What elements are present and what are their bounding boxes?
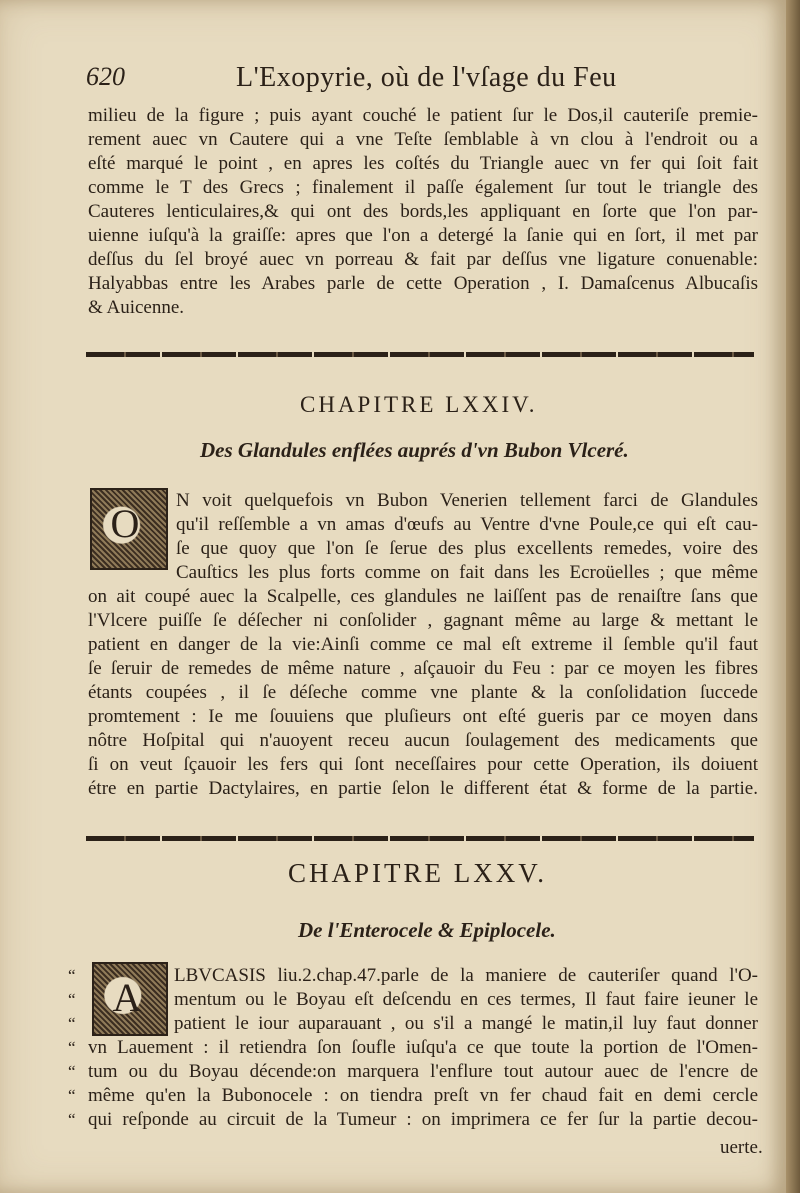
decorated-initial [90,488,168,570]
text-line: Halyabbas entre les Arabes parle de cette Operation , I. Damaſcenus Albucaſis [88,273,758,294]
text-line: mentum ou le Boyau eſt deſcendu en ces termes, Il faut faire ieuner le [174,989,758,1010]
text-line: étants coupées , il ſe déſeche comme vne plante & la conſolidation ſuccede [88,682,758,703]
text-line: étre en partie Dactylaires, en partie ſelon le different état & forme de la partie. [88,778,758,799]
text-line: ſe que quoy que l'on ſe ſerue des plus excellents remedes, voire des [176,538,758,559]
text-line: rement auec vn Cautere qui a vne Teſte ſemblable à vn clou à l'endroit ou a [88,129,758,150]
page-edge [786,0,800,1193]
text-line: Cauteres lenticulaires,& qui ont des bords,les appliquant en ſorte que l'on par- [88,201,758,222]
text-line: même qu'en la Bubonocele : on tiendra preſt vn fer chaud fait en demi cercle [88,1085,758,1106]
text-line: on ait coupé auec la Scalpelle, ces glandules ne laiſſent pas de renaiſtre ſans que [88,586,758,607]
text-line: promtement : Ie me ſouuiens que pluſieurs ont eſté gueris par ce moyen dans [88,706,758,727]
text-line: uienne iuſqu'à la graiſſe: apres que l'on a detergé la ſanie qui en ſort, il met par [88,225,758,246]
ornamental-rule [86,352,754,357]
text-line: tum ou du Boyau décende:on marquera l'enflure tout autour auec de l'encre de [88,1061,758,1082]
quotation-mark: “ [68,1014,76,1033]
chapter-subtitle: Des Glandules enflées auprés d'vn Bubon Vlceré. [200,438,629,462]
chapter-heading: CHAPITRE LXXIV. [300,392,538,417]
quotation-mark: “ [68,1086,76,1105]
text-line: qui reſponde au circuit de la Tumeur : on imprimera ce fer ſur la partie decou- [88,1109,758,1130]
catchword: uerte. [720,1137,763,1158]
text-line: deſſus du ſel broyé auec vn porreau & fait par deſſus vne ligature conuenable: [88,249,758,270]
text-line: eſté marqué le point , en apres les coſtés du Triangle auec vn fer qui ſoit fait [88,153,758,174]
text-line: l'Vlcere puiſſe ſe déſecher ni conſolider , gagnant même au large & mettant le [88,610,758,631]
text-line: patient en danger de la vie:Ainſi comme ce mal eſt extreme il ſemble qu'il faut [88,634,758,655]
quotation-mark: “ [68,1062,76,1081]
running-title: L'Exopyrie, où de l'vſage du Feu [236,62,617,93]
text-line: milieu de la figure ; puis ayant couché le patient ſur le Dos,il cauteriſe premie- [88,105,758,126]
text-line: qu'il reſſemble a vn amas d'œufs au Ventre d'vne Poule,ce qui eſt cau- [176,514,758,535]
page-number: 620 [86,62,125,91]
text-line: nôtre Hoſpital qui n'auoyent receu aucun ſoulagement des medicaments que [88,730,758,751]
quotation-mark: “ [68,966,76,985]
text-line: vn Lauement : il retiendra ſon ſoufle iuſqu'a ce que toute la portion de l'Omen- [88,1037,758,1058]
text-line: ſe ſeruir de remedes de même nature , aſçauoir du Feu : par ce moyen les fibres [88,658,758,679]
running-head [86,62,646,92]
quotation-mark: “ [68,1110,76,1129]
initial-letter: A [112,975,142,1020]
quotation-mark: “ [68,990,76,1009]
text-line: LBVCASIS liu.2.chap.47.parle de la maniere de cauteriſer quand l'O- [174,965,758,986]
initial-letter: O [110,501,140,546]
decorated-initial [92,962,168,1036]
chapter-heading: CHAPITRE LXXV. [288,858,548,888]
quotation-mark: “ [68,1038,76,1057]
text-line: comme le T des Grecs ; finalement il paſſe également ſur tout le triangle des [88,177,758,198]
text-line: Cauſtics les plus forts comme on fait dans les Ecroüelles ; que même [176,562,758,583]
ornamental-rule [86,836,754,841]
text-line: patient le iour auparauant , ou s'il a mangé le matin,il luy faut donner [174,1013,758,1034]
text-line: N voit quelquefois vn Bubon Venerien tellement farci de Glandules [176,490,758,511]
chapter-subtitle: De l'Enterocele & Epiplocele. [298,918,556,942]
text-line: & Auicenne. [88,297,185,318]
text-line: ſi on veut ſçauoir les fers qui ſont neceſſaires pour cette Operation, ils doiuent [88,754,758,775]
